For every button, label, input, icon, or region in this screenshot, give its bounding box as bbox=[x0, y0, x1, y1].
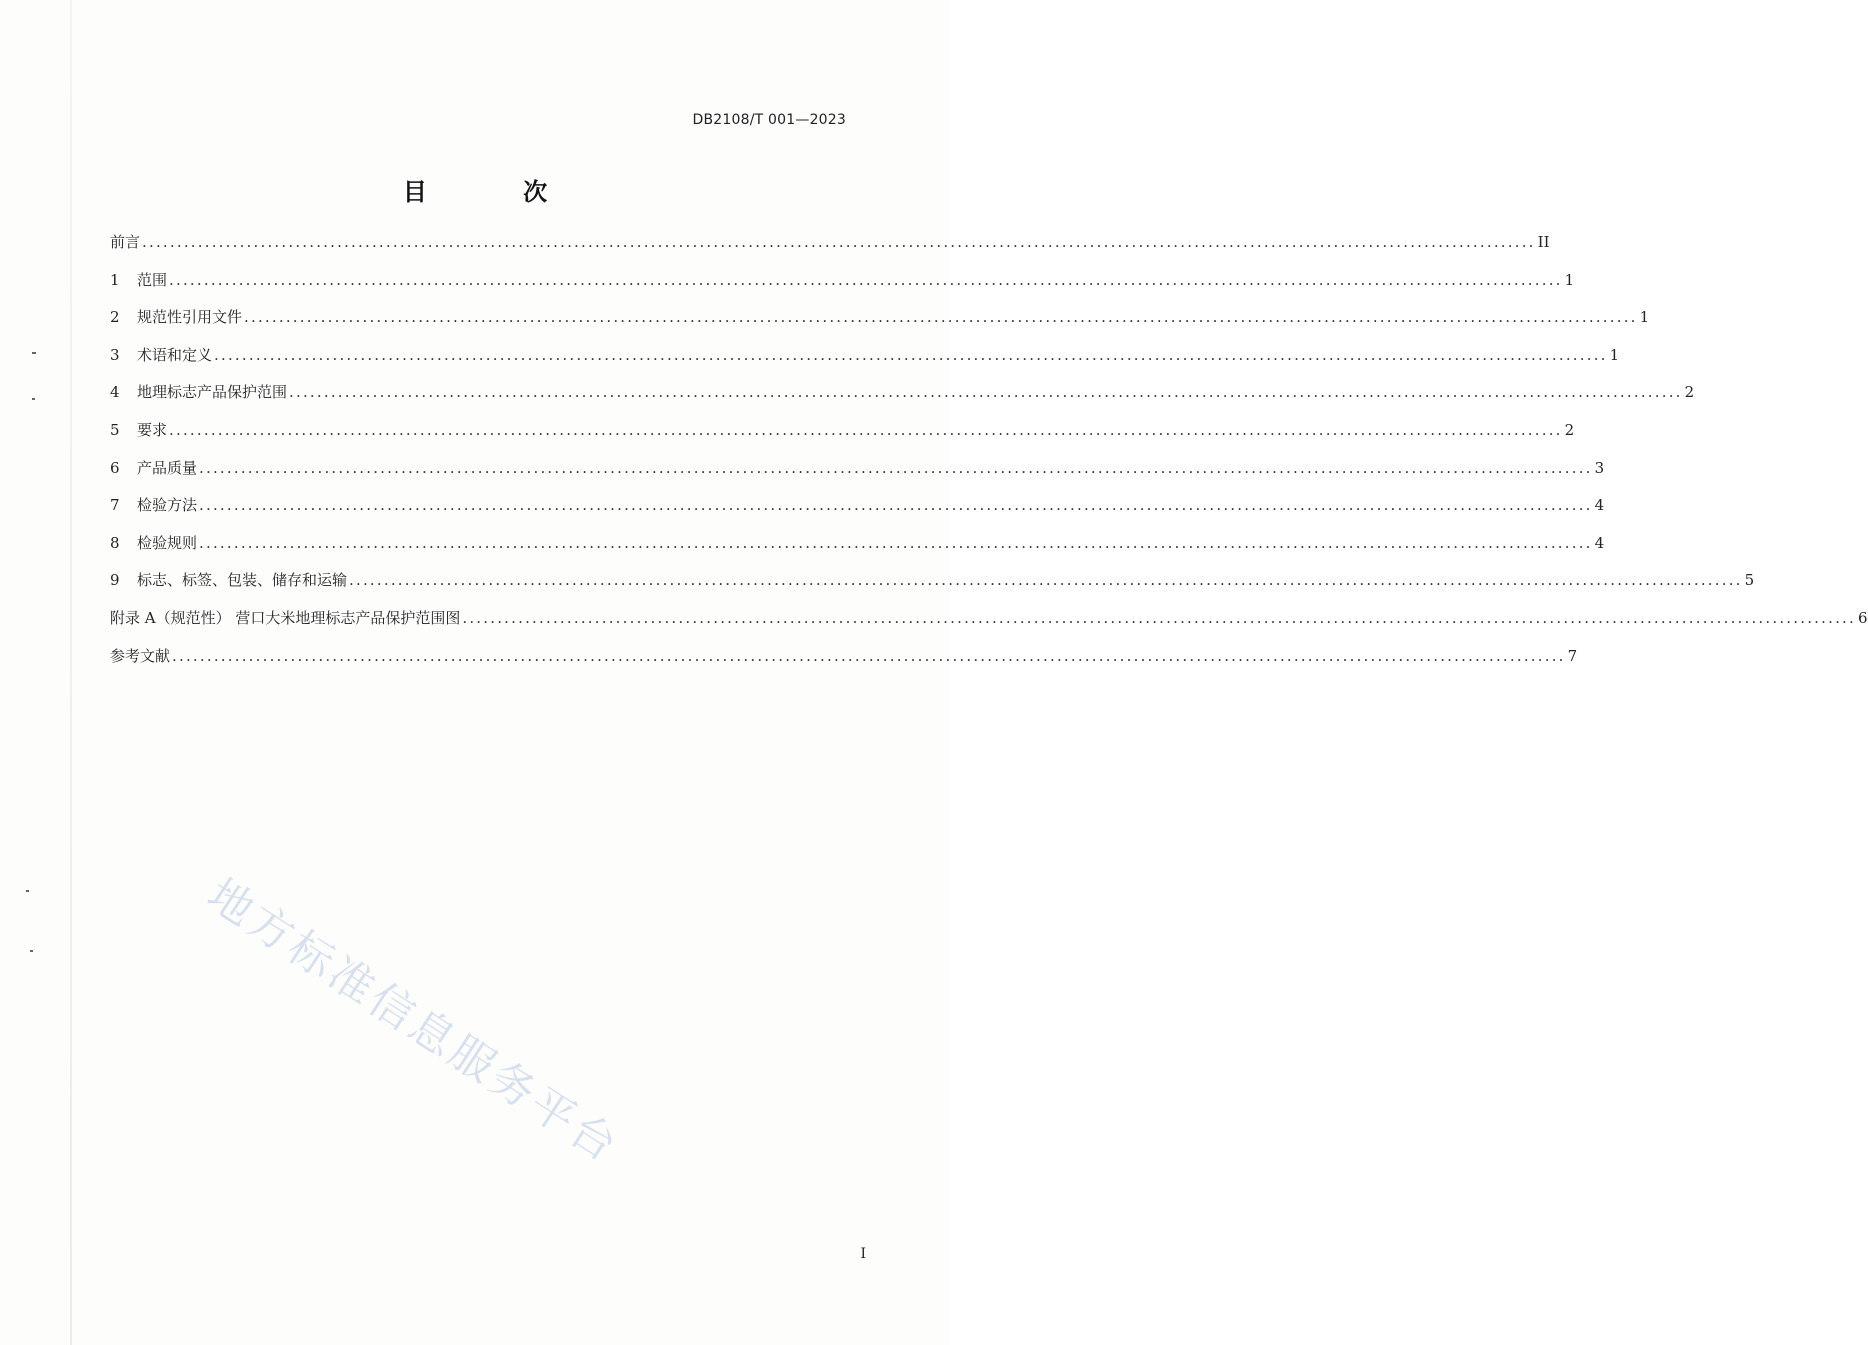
toc-entry-label: 参考文献 bbox=[110, 646, 171, 665]
toc-entry-label: 要求 bbox=[137, 420, 168, 439]
toc-leader-dots: ........................................................................................................................................................................................................ bbox=[289, 383, 1683, 402]
toc-entry-page: 4 bbox=[1594, 496, 1605, 515]
scan-speck bbox=[32, 352, 36, 354]
toc-entry[interactable] bbox=[110, 345, 1620, 383]
toc-entry-page: 7 bbox=[1567, 646, 1578, 665]
toc-leader-dots: ........................................................................................................................................................................................................ bbox=[172, 646, 1566, 665]
toc-entry[interactable] bbox=[110, 495, 1605, 533]
toc-entry-page: 1 bbox=[1639, 308, 1650, 327]
toc-entry-page: II bbox=[1537, 233, 1550, 251]
toc-entry-label: 标志、标签、包装、储存和运输 bbox=[137, 571, 348, 590]
toc-entry[interactable] bbox=[110, 458, 1605, 496]
toc-leader-dots: ........................................................................................................................................................................................................ bbox=[199, 458, 1593, 477]
toc-entry[interactable] bbox=[110, 307, 1650, 345]
page-number: I bbox=[860, 1246, 866, 1262]
toc-leader-dots: ........................................................................................................................................................................................................ bbox=[244, 308, 1638, 327]
toc-title: 目 次 bbox=[402, 178, 592, 206]
toc-entry-number: 4 bbox=[110, 383, 120, 402]
toc-entry-label: 规范性引用文件 bbox=[137, 308, 243, 327]
toc-entry[interactable] bbox=[110, 533, 1605, 571]
toc-entry-number: 1 bbox=[110, 270, 120, 289]
toc-entry-page: 2 bbox=[1684, 383, 1695, 402]
toc-leader-dots: ........................................................................................................................................................................................................ bbox=[199, 496, 1593, 515]
toc-entry-page: 5 bbox=[1744, 571, 1755, 590]
toc-entry-page: 6 bbox=[1858, 608, 1868, 627]
scan-speck bbox=[32, 398, 35, 400]
toc-entry-number: 3 bbox=[110, 345, 120, 364]
toc-leader-dots: ........................................................................................................................................................................................................ bbox=[349, 571, 1743, 590]
toc-entry[interactable] bbox=[110, 646, 1578, 684]
scan-speck bbox=[30, 950, 33, 952]
table-of-contents bbox=[110, 232, 1868, 683]
toc-leader-dots: ........................................................................................................................................................................................................ bbox=[214, 345, 1608, 364]
toc-entry-label: 地理标志产品保护范围 bbox=[137, 383, 288, 402]
toc-leader-dots: ........................................................................................................................................................................................................ bbox=[169, 270, 1563, 289]
toc-entry-number: 6 bbox=[110, 458, 120, 477]
toc-entry-page: 3 bbox=[1594, 458, 1605, 477]
toc-entry-number: 8 bbox=[110, 533, 120, 552]
toc-entry[interactable] bbox=[110, 420, 1575, 458]
toc-entry-page: 1 bbox=[1564, 270, 1575, 289]
toc-entry-page: 1 bbox=[1609, 345, 1620, 364]
toc-entry-page: 2 bbox=[1564, 420, 1575, 439]
toc-leader-dots: ........................................................................................................................................................................................................ bbox=[169, 420, 1563, 439]
toc-entry-label: 附录 A（规范性） 营口大米地理标志产品保护范围图 bbox=[110, 608, 461, 627]
toc-entry[interactable] bbox=[110, 382, 1695, 420]
toc-entry[interactable] bbox=[110, 608, 1868, 646]
toc-entry[interactable] bbox=[110, 270, 1575, 308]
toc-entry-label: 检验方法 bbox=[137, 496, 198, 515]
document-code: DB2108/T 001—2023 bbox=[692, 112, 846, 128]
toc-leader-dots: ........................................................................................................................................................................................................ bbox=[199, 533, 1593, 552]
toc-entry-label: 检验规则 bbox=[137, 533, 198, 552]
toc-entry-label: 产品质量 bbox=[137, 458, 198, 477]
toc-entry-number: 2 bbox=[110, 308, 120, 327]
toc-entry-number: 9 bbox=[110, 571, 120, 590]
scan-speck bbox=[26, 890, 29, 892]
toc-entry[interactable] bbox=[110, 570, 1755, 608]
toc-leader-dots: ........................................................................................................................................................................................................ bbox=[142, 233, 1536, 251]
toc-entry-number: 5 bbox=[110, 420, 120, 439]
toc-entry-page: 4 bbox=[1594, 533, 1605, 552]
toc-entry-label: 范围 bbox=[137, 270, 168, 289]
toc-entry-number: 7 bbox=[110, 496, 120, 515]
toc-entry[interactable] bbox=[110, 232, 1550, 270]
watermark-text: 地方标准信息服务平台 bbox=[198, 869, 629, 1174]
toc-entry-label: 术语和定义 bbox=[137, 345, 213, 364]
toc-entry-label: 前言 bbox=[110, 233, 141, 251]
toc-leader-dots: ........................................................................................................................................................................................................ bbox=[462, 608, 1856, 627]
